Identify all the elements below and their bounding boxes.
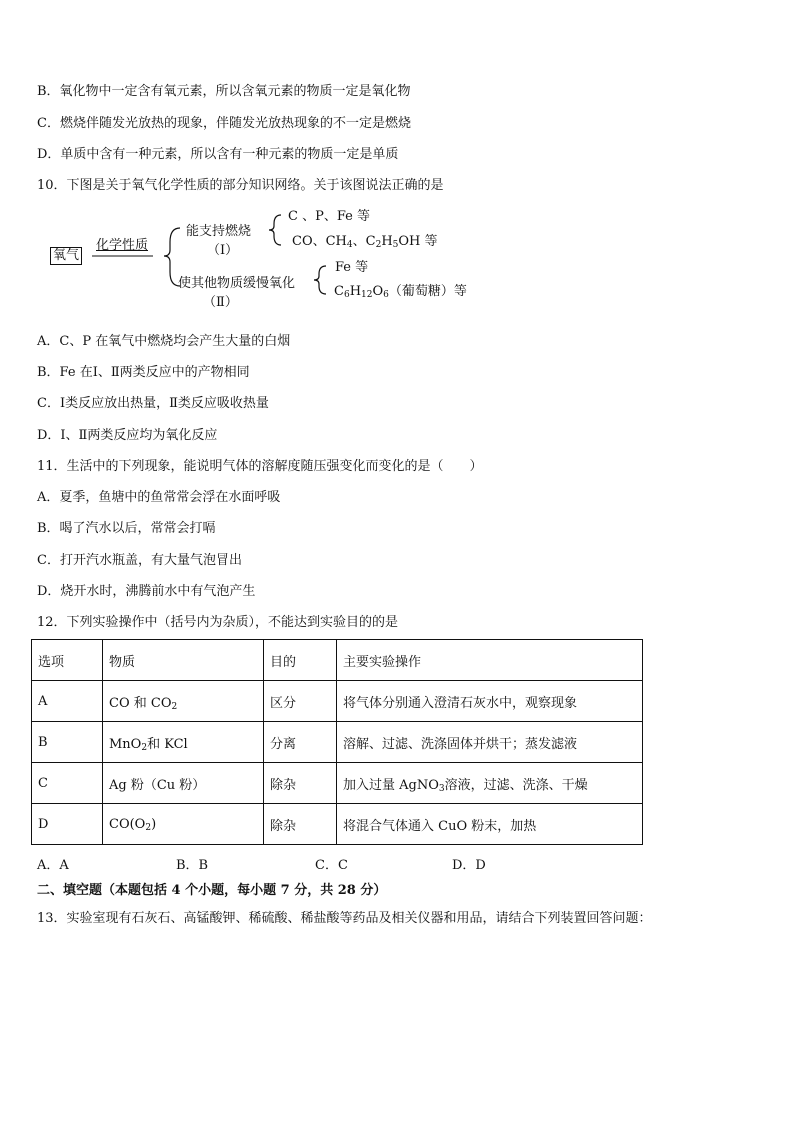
q10-option-b: B．Fe 在Ⅰ、Ⅱ两类反应中的产物相同 [37, 365, 250, 380]
table-row [32, 763, 643, 804]
diagram-type1-example2: CO、$CH_4$、$C_2H_5OH$ 等 [292, 234, 438, 250]
q12-choice-a: A．A [37, 858, 69, 873]
q11-stem: 11．生活中的下列现象，能说明气体的溶解度随压强变化而变化的是（ ） [37, 459, 483, 474]
q12-choice-c: C．C [315, 858, 348, 873]
q13-stem: 13．实验室现有石灰石、高锰酸钾、稀硫酸、稀盐酸等药品及相关仪器和用品，请结合下列装置回答问题： [37, 911, 652, 926]
row-operation: 将气体分别通入澄清石灰水中，观察现象 [337, 681, 643, 722]
diagram-type1-number: （Ⅰ） [207, 243, 239, 258]
q10-option-d: D．Ⅰ、Ⅱ两类反应均为氧化反应 [37, 428, 218, 443]
header-goal: 目的 [264, 640, 337, 681]
q11-option-b: B．喝了汽水以后，常常会打嗝 [37, 521, 216, 536]
row-goal: 区分 [264, 681, 337, 722]
header-substance: 物质 [103, 640, 264, 681]
row-substance: $CO(O_2)$ [103, 804, 264, 845]
table-header-row [32, 640, 643, 681]
diagram-type2-example1: Fe 等 [335, 260, 369, 275]
table-row [32, 804, 643, 845]
diagram-branch: 化学性质 [96, 238, 149, 253]
q12-stem: 12．下列实验操作中（括号内为杂质），不能达到实验目的的是 [37, 615, 399, 630]
experiment-table [31, 639, 643, 845]
diagram-connector-lines [0, 0, 794, 320]
header-operation: 主要实验操作 [337, 640, 643, 681]
row-goal: 分离 [264, 722, 337, 763]
row-substance: CO 和 $CO_2$ [103, 681, 264, 722]
diagram-type2-example2: $C_6H_{12}O_6$（葡萄糖）等 [334, 284, 467, 300]
table-row [32, 681, 643, 722]
q9-option-c: C．燃烧伴随发光放热的现象，伴随发光放热现象的不一定是燃烧 [37, 116, 411, 131]
q10-option-a: A．C、P 在氧气中燃烧均会产生大量的白烟 [37, 334, 291, 349]
row-goal: 除杂 [264, 763, 337, 804]
row-option: D [32, 804, 103, 845]
diagram-type1-label: 能支持燃烧 [186, 224, 252, 239]
diagram-root: 氧气 [50, 247, 82, 265]
q9-option-b: B．氧化物中一定含有氧元素，所以含氧元素的物质一定是氧化物 [37, 84, 411, 99]
q11-option-d: D．烧开水时，沸腾前水中有气泡产生 [37, 584, 256, 599]
row-operation: 溶解、过滤、洗涤固体并烘干；蒸发滤液 [337, 722, 643, 763]
row-substance: Ag 粉（Cu 粉） [103, 763, 264, 804]
diagram-type2-number: （Ⅱ） [203, 295, 238, 310]
q12-choice-b: B．B [176, 858, 209, 873]
table-row [32, 722, 643, 763]
row-operation: 将混合气体通入 CuO 粉末，加热 [337, 804, 643, 845]
diagram-type1-example1: C 、P、Fe 等 [288, 209, 370, 224]
row-option: B [32, 722, 103, 763]
q10-option-c: C．Ⅰ类反应放出热量，Ⅱ类反应吸收热量 [37, 396, 269, 411]
diagram-type2-label: 使其他物质缓慢氧化 [178, 276, 296, 291]
row-option: C [32, 763, 103, 804]
row-substance: MnO$_2$和 KCl [103, 722, 264, 763]
section-heading: 二、填空题（本题包括 4 个小题，每小题 7 分，共 28 分） [37, 883, 387, 898]
header-option: 选项 [32, 640, 103, 681]
row-operation: 加入过量 AgNO$_3$溶液，过滤、洗涤、干燥 [337, 763, 643, 804]
q11-option-c: C．打开汽水瓶盖，有大量气泡冒出 [37, 553, 242, 568]
q12-choice-d: D．D [452, 858, 486, 873]
row-goal: 除杂 [264, 804, 337, 845]
q11-option-a: A．夏季，鱼塘中的鱼常常会浮在水面呼吸 [37, 490, 281, 505]
row-option: A [32, 681, 103, 722]
q9-option-d: D．单质中含有一种元素，所以含有一种元素的物质一定是单质 [37, 147, 399, 162]
q10-stem: 10．下图是关于氧气化学性质的部分知识网络。关于该图说法正确的是 [37, 178, 444, 193]
